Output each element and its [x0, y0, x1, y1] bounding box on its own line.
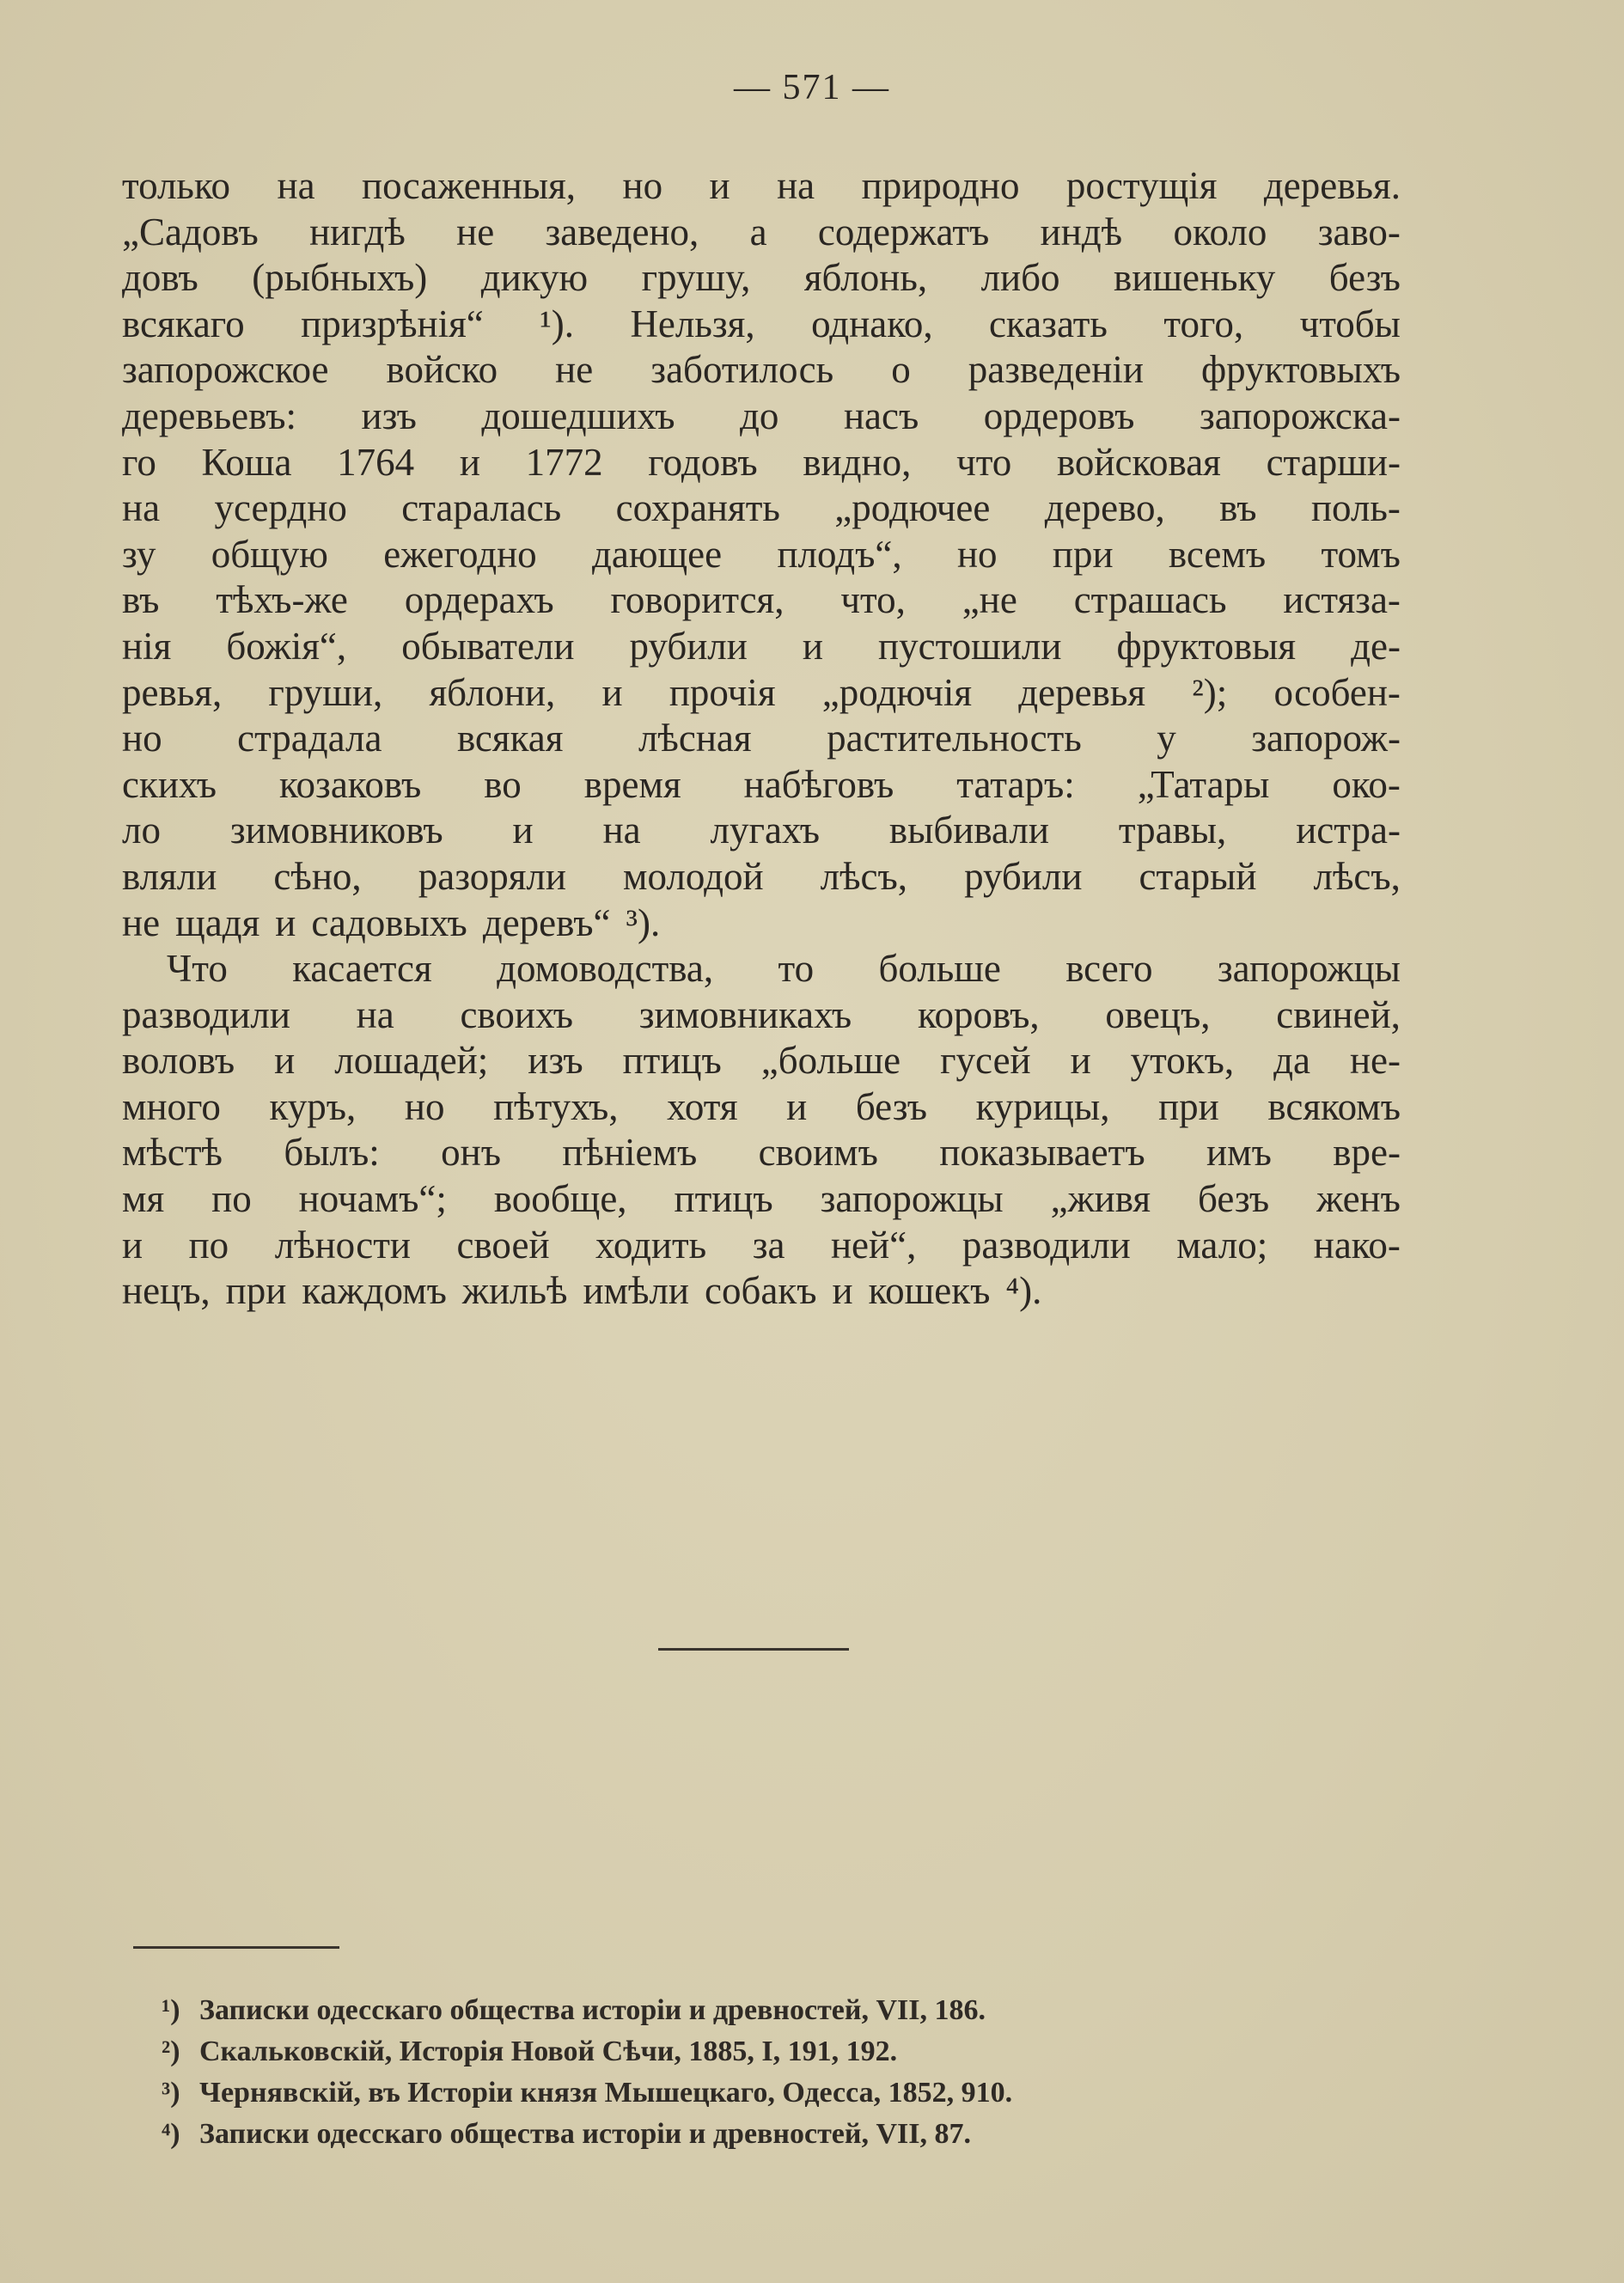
word: козаковъ [278, 762, 422, 806]
footnote-mark: ³) [162, 2077, 180, 2109]
text-line [122, 854, 1401, 900]
word: „Садовъ [122, 210, 259, 253]
word: разведеніи [968, 348, 1144, 392]
word: зу [122, 532, 156, 576]
word: лѣсъ, [1313, 854, 1401, 898]
word: и [832, 1269, 853, 1313]
word: „больше [760, 1039, 901, 1083]
word: истяза- [1283, 578, 1401, 622]
word: ¹). [540, 302, 574, 345]
word: пустошили [878, 624, 1062, 668]
word: не [555, 348, 594, 392]
word: гусей [940, 1039, 1031, 1083]
main-text [122, 163, 1401, 1315]
word: однако, [811, 302, 933, 345]
word: и [275, 900, 296, 944]
word: сохранять [615, 486, 780, 530]
word: божія“, [226, 624, 347, 668]
word: касается [292, 947, 432, 991]
word: Коша [201, 440, 292, 484]
text-line [122, 1223, 1401, 1269]
word: вляли [122, 854, 217, 898]
word: и [1070, 1039, 1091, 1083]
word: деревья [1018, 670, 1146, 714]
word: своимъ [758, 1131, 878, 1175]
page-number: — 571 — [734, 68, 890, 107]
text-line [122, 302, 1401, 348]
word: томъ [1321, 532, 1401, 576]
word: (рыбныхъ) [252, 256, 428, 300]
text-line [122, 900, 1401, 947]
word: не [456, 210, 495, 253]
text-line [122, 808, 1401, 854]
footnote [162, 2031, 1279, 2072]
word: мя [122, 1177, 165, 1221]
word: и [122, 1223, 143, 1267]
word: жильѣ [461, 1269, 568, 1313]
word: не- [1349, 1039, 1401, 1083]
word: изъ [528, 1039, 583, 1083]
word: Нельзя, [630, 302, 755, 345]
word: „родючее [834, 486, 991, 530]
word: и [459, 440, 480, 484]
footnote-text: Записки одесскаго общества исторіи и древностей, VII, 87. [199, 2118, 971, 2150]
word: показываетъ [939, 1131, 1145, 1175]
text-line [122, 485, 1401, 532]
word: лѣсная [638, 717, 752, 760]
word: и [512, 809, 534, 852]
footnote-text: Чернявскій, въ Исторіи князя Мышецкаго, Одесса, 1852, 910. [199, 2077, 1013, 2109]
word: плодъ“, [777, 532, 902, 576]
text-line [122, 624, 1401, 670]
word: видно, [803, 440, 912, 484]
word: говорится, [610, 578, 785, 622]
word: и [709, 164, 730, 207]
word: ло [122, 809, 161, 852]
word: всемъ [1168, 532, 1267, 576]
word: и [274, 1039, 296, 1083]
word: сказать [989, 302, 1108, 345]
word: имъ [1206, 1131, 1272, 1175]
word: довъ [122, 256, 198, 300]
word: много [122, 1084, 221, 1128]
word: насъ [843, 394, 919, 437]
word: природно [861, 164, 1020, 207]
word: 1764 [337, 440, 415, 484]
word: мѣстѣ [122, 1131, 223, 1175]
word: нако- [1313, 1223, 1401, 1267]
word: 1772 [525, 440, 603, 484]
word: прочія [669, 670, 776, 714]
word: рубили [964, 854, 1083, 898]
footnote [162, 2114, 1279, 2155]
word: что [956, 440, 1012, 484]
word: вишеньку [1114, 256, 1276, 300]
word: мало; [1176, 1223, 1268, 1267]
word: содержатъ [817, 210, 990, 253]
word: щадя [175, 900, 260, 944]
word: молодой [623, 854, 764, 898]
word: поль- [1310, 486, 1401, 530]
text-line [122, 946, 1401, 992]
footnote-mark: ⁴) [162, 2118, 180, 2150]
text-line [122, 532, 1401, 578]
word: всякая [456, 717, 564, 760]
word: истра- [1296, 809, 1401, 852]
word: лугахъ [710, 809, 820, 852]
word: нигдѣ [309, 210, 406, 253]
word: фруктовыхъ [1201, 348, 1401, 392]
text-line [122, 992, 1401, 1039]
word: по [211, 1177, 252, 1221]
word: а [749, 210, 767, 253]
word: запорожское [122, 348, 329, 392]
word: индѣ [1040, 210, 1123, 253]
word: набѣговъ [743, 762, 894, 806]
text-line [122, 210, 1401, 256]
word: ³). [626, 900, 661, 944]
text-line [122, 1038, 1401, 1084]
word: при [1158, 1084, 1219, 1128]
word: обыватели [401, 624, 575, 668]
word: чтобы [1299, 302, 1401, 345]
word: тѣхъ-же [216, 578, 348, 622]
word: зимовниковъ [229, 809, 443, 852]
text-line [122, 440, 1401, 486]
word: ²); [1192, 670, 1228, 714]
footnote-text: Скальковскій, Исторія Новой Сѣчи, 1885, I, 191, 192. [199, 2036, 898, 2067]
word: яблонь, [803, 256, 928, 300]
word: разводили [122, 992, 290, 1036]
word: при [1052, 532, 1114, 576]
text-line [122, 1084, 1401, 1131]
word: посаженныя, [362, 164, 577, 207]
text-line [122, 347, 1401, 394]
word: ⁴). [1005, 1269, 1042, 1313]
word: что, [840, 578, 906, 622]
word: дерево, [1044, 486, 1165, 530]
word: пѣніемъ [562, 1131, 698, 1175]
word: око- [1332, 762, 1401, 806]
word: изъ [361, 394, 417, 437]
footnote-mark: ¹) [162, 1994, 180, 2026]
word: собакъ [704, 1269, 817, 1313]
word: садовыхъ [311, 900, 467, 944]
word: нецъ, [122, 1269, 211, 1313]
word: старый [1139, 854, 1257, 898]
word: годовъ [648, 440, 758, 484]
word: выбивали [888, 809, 1049, 852]
word: но [956, 532, 998, 576]
word: растительность [827, 717, 1082, 760]
word: безъ [1328, 256, 1401, 300]
word: „не [962, 578, 1017, 622]
word: Что [167, 947, 228, 991]
word: при [225, 1269, 287, 1313]
word: особен- [1273, 670, 1401, 714]
word: ежегодно [383, 532, 537, 576]
word: лѣсъ, [820, 854, 908, 898]
word: страдала [237, 717, 382, 760]
word: „Татары [1137, 762, 1270, 806]
word: о [891, 348, 911, 392]
text-line [122, 394, 1401, 440]
word: имѣли [583, 1269, 689, 1313]
word: ростущія [1065, 164, 1218, 207]
word: лѣности [274, 1223, 412, 1267]
word: на [777, 164, 815, 207]
word: де- [1351, 624, 1401, 668]
footnote [162, 2072, 1279, 2114]
word: свиней, [1276, 992, 1401, 1036]
word: грушу, [641, 256, 751, 300]
text-line [122, 255, 1401, 302]
word: старалась [401, 486, 562, 530]
word: у [1157, 717, 1176, 760]
word: фруктовыя [1116, 624, 1297, 668]
word: запорож- [1251, 717, 1401, 760]
word: за [752, 1223, 785, 1267]
word: дающее [592, 532, 723, 576]
word: то [778, 947, 815, 991]
word: скихъ [122, 762, 217, 806]
word: птицъ [674, 1177, 773, 1221]
word: время [583, 762, 681, 806]
word: да [1273, 1039, 1310, 1083]
text-line [122, 163, 1401, 210]
word: „родючія [821, 670, 973, 714]
footnote-mark: ²) [162, 2036, 180, 2067]
word: только [122, 164, 231, 207]
word: дошедшихъ [481, 394, 675, 437]
word: женъ [1316, 1177, 1401, 1221]
word: деревья. [1263, 164, 1401, 207]
text-line [122, 577, 1401, 624]
word: „живя [1050, 1177, 1151, 1221]
word: страшась [1073, 578, 1227, 622]
word: ревья, [122, 670, 223, 714]
word: курицы, [975, 1084, 1110, 1128]
word: но [122, 717, 162, 760]
word: травы, [1118, 809, 1227, 852]
word: ордерахъ [404, 578, 554, 622]
footnote-rule [133, 1946, 339, 1949]
word: на [277, 164, 315, 207]
word: запорожцы [1217, 947, 1401, 991]
word: птицъ [622, 1039, 722, 1083]
word: всякаго [122, 302, 245, 345]
word: безъ [855, 1084, 927, 1128]
word: хотя [667, 1084, 738, 1128]
word: до [740, 394, 779, 437]
word: заво- [1317, 210, 1401, 253]
word: больше [878, 947, 1001, 991]
word: нія [122, 624, 172, 668]
word: того, [1163, 302, 1244, 345]
word: утокъ, [1130, 1039, 1235, 1083]
word: усердно [214, 486, 347, 530]
word: по [188, 1223, 229, 1267]
word: заведено, [545, 210, 699, 253]
word: былъ: [284, 1131, 380, 1175]
word: и [601, 670, 623, 714]
word: войско [386, 348, 498, 392]
word: куръ, [269, 1084, 357, 1128]
text-line [122, 670, 1401, 717]
word: своихъ [460, 992, 574, 1036]
word: дикую [480, 256, 589, 300]
word: въ [122, 578, 160, 622]
word: и [802, 624, 823, 668]
word: заботилось [650, 348, 834, 392]
word: около [1173, 210, 1267, 253]
word: груши, [268, 670, 383, 714]
word: вообще, [493, 1177, 627, 1221]
word: ходить [595, 1223, 707, 1267]
word: коровъ, [917, 992, 1040, 1036]
word: деревьевъ: [122, 394, 296, 437]
text-line [122, 1268, 1401, 1315]
word: но [622, 164, 663, 207]
word: на [356, 992, 394, 1036]
word: зимовникахъ [638, 992, 852, 1036]
word: либо [980, 256, 1060, 300]
word: воловъ [122, 1039, 235, 1083]
word: онъ [441, 1131, 502, 1175]
word: овецъ, [1105, 992, 1211, 1036]
word: на [122, 486, 161, 530]
section-divider [658, 1648, 849, 1651]
word: деревъ“ [482, 900, 611, 944]
word: лошадей; [334, 1039, 489, 1083]
footnotes [162, 1990, 1279, 2155]
word: татаръ: [956, 762, 1075, 806]
word: войсковая [1056, 440, 1221, 484]
footnote [162, 1990, 1279, 2031]
word: разводили [962, 1223, 1131, 1267]
word: ордеровъ [983, 394, 1135, 437]
word: общую [211, 532, 328, 576]
word: запорожцы [820, 1177, 1004, 1221]
word: и [786, 1084, 808, 1128]
word: кошекъ [868, 1269, 991, 1313]
word: пѣтухъ, [493, 1084, 619, 1128]
text-line [122, 716, 1401, 762]
word: ней“, [830, 1223, 917, 1267]
text-line [122, 1130, 1401, 1176]
word: въ [1219, 486, 1257, 530]
word: не [122, 900, 161, 944]
word: ночамъ“; [298, 1177, 447, 1221]
word: яблони, [429, 670, 556, 714]
word: но [404, 1084, 445, 1128]
word: запорожска- [1199, 394, 1401, 437]
word: домоводства, [497, 947, 714, 991]
word: призрѣнія“ [301, 302, 484, 345]
word: старши- [1266, 440, 1401, 484]
word: всякомъ [1267, 1084, 1401, 1128]
word: на [602, 809, 641, 852]
footnote-text: Записки одесскаго общества исторіи и древностей, VII, 186. [199, 1994, 986, 2026]
word: вре- [1333, 1131, 1401, 1175]
word: рубили [629, 624, 748, 668]
word: разоряли [418, 854, 566, 898]
word: безъ [1198, 1177, 1270, 1221]
word: своей [456, 1223, 550, 1267]
text-line [122, 762, 1401, 809]
word: всего [1065, 947, 1153, 991]
word: го [122, 440, 156, 484]
text-line [122, 1176, 1401, 1223]
word: во [484, 762, 522, 806]
word: сѣно, [273, 854, 362, 898]
word: каждомъ [302, 1269, 447, 1313]
